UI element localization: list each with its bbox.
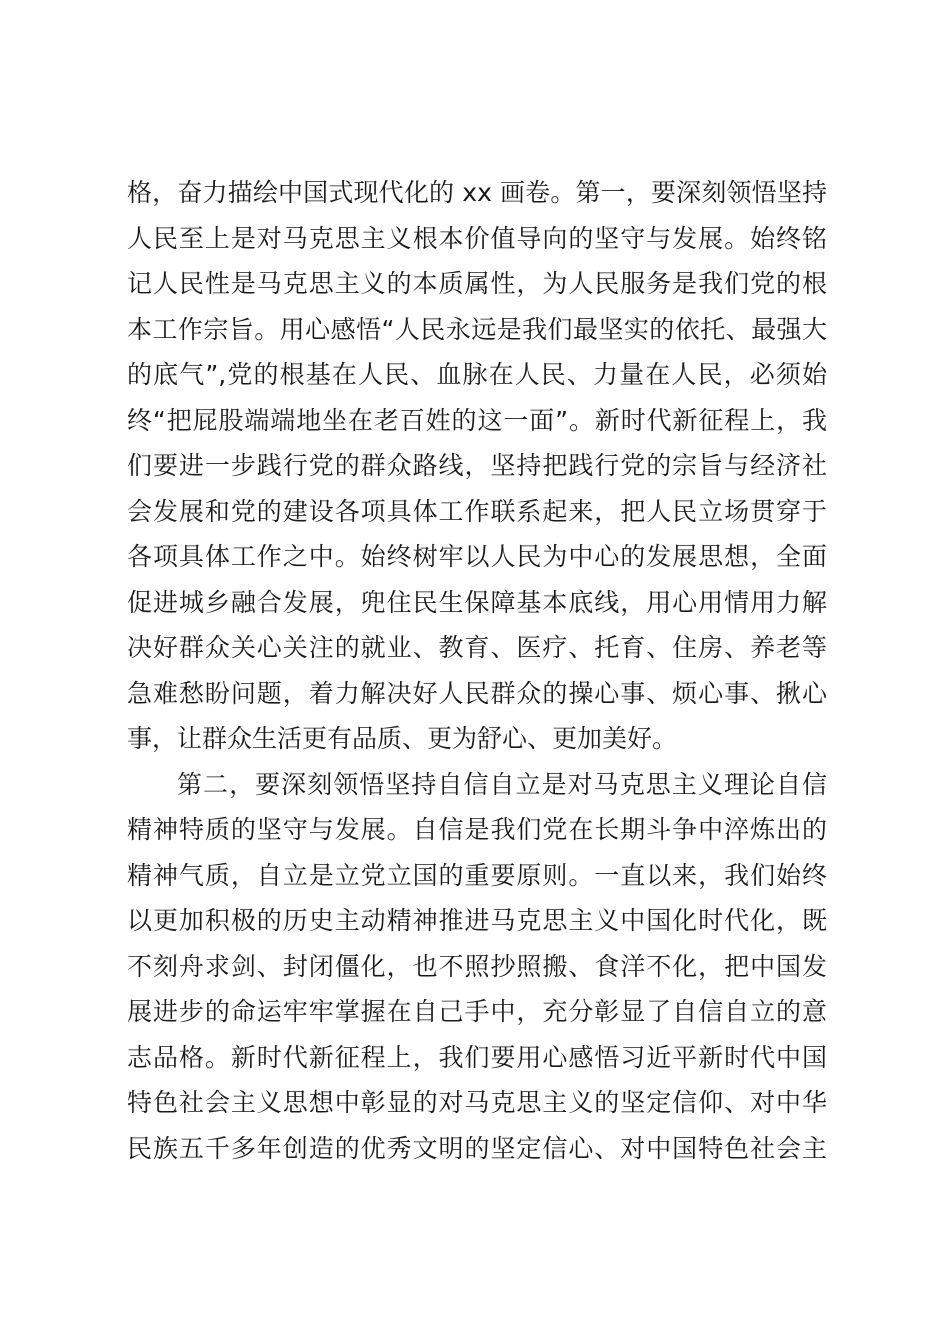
text-line: 不刻舟求剑、封闭僵化，也不照抄照搬、食洋不化，把中国发: [127, 951, 827, 981]
text-line: 以更加积极的历史主动精神推进马克思主义中国化时代化，既: [127, 906, 827, 935]
text-line: 志品格。新时代新征程上，我们要用心感悟习近平新时代中国: [127, 1042, 827, 1072]
text-line: 精神气质，自立是立党立国的重要原则。一直以来，我们始终: [127, 860, 827, 890]
text-line: 展进步的命运牢牢掌握在自己手中，充分彰显了自信自立的意: [127, 997, 827, 1026]
text-line: 的底气”,党的根基在人民、血脉在人民、力量在人民，必须始: [127, 360, 827, 389]
text-line: 急难愁盼问题，着力解决好人民群众的操心事、烦心事、揪心: [127, 678, 827, 708]
body-text: [127, 170, 827, 1171]
text-line: 记人民性是马克思主义的本质属性，为人民服务是我们党的根: [127, 269, 827, 298]
text-line: 终“把屁股端端地坐在老百姓的这一面”。新时代新征程上，我: [127, 405, 827, 435]
text-line: 特色社会主义思想中彰显的对马克思主义的坚定信仰、对中华: [127, 1088, 827, 1117]
text-line: 事，让群众生活更有品质、更为舒心、更加美好。: [127, 724, 678, 753]
text-line: 人民至上是对马克思主义根本价值导向的坚守与发展。始终铭: [127, 223, 827, 253]
text-line: 第二，要深刻领悟坚持自信自立是对马克思主义理论自信: [177, 769, 827, 799]
text-line: 会发展和党的建设各项具体工作联系起来，把人民立场贯穿于: [127, 496, 827, 526]
text-line: 们要进一步践行党的群众路线，坚持把践行党的宗旨与经济社: [127, 451, 827, 480]
text-line: 促进城乡融合发展，兜住民生保障基本底线，用心用情用力解: [127, 587, 827, 617]
text-line: 格，奋力描绘中国式现代化的 xx 画卷。第一，要深刻领悟坚持: [127, 178, 827, 207]
text-line: 本工作宗旨。用心感悟“人民永远是我们最坚实的依托、最强大: [127, 314, 827, 344]
text-line: 精神特质的坚守与发展。自信是我们党在长期斗争中淬炼出的: [127, 815, 827, 844]
text-line: 各项具体工作之中。始终树牢以人民为中心的发展思想，全面: [127, 542, 827, 571]
text-line: 决好群众关心关注的就业、教育、医疗、托育、住房、养老等: [127, 633, 827, 662]
text-line: 民族五千多年创造的优秀文明的坚定信心、对中国特色社会主: [127, 1133, 827, 1163]
